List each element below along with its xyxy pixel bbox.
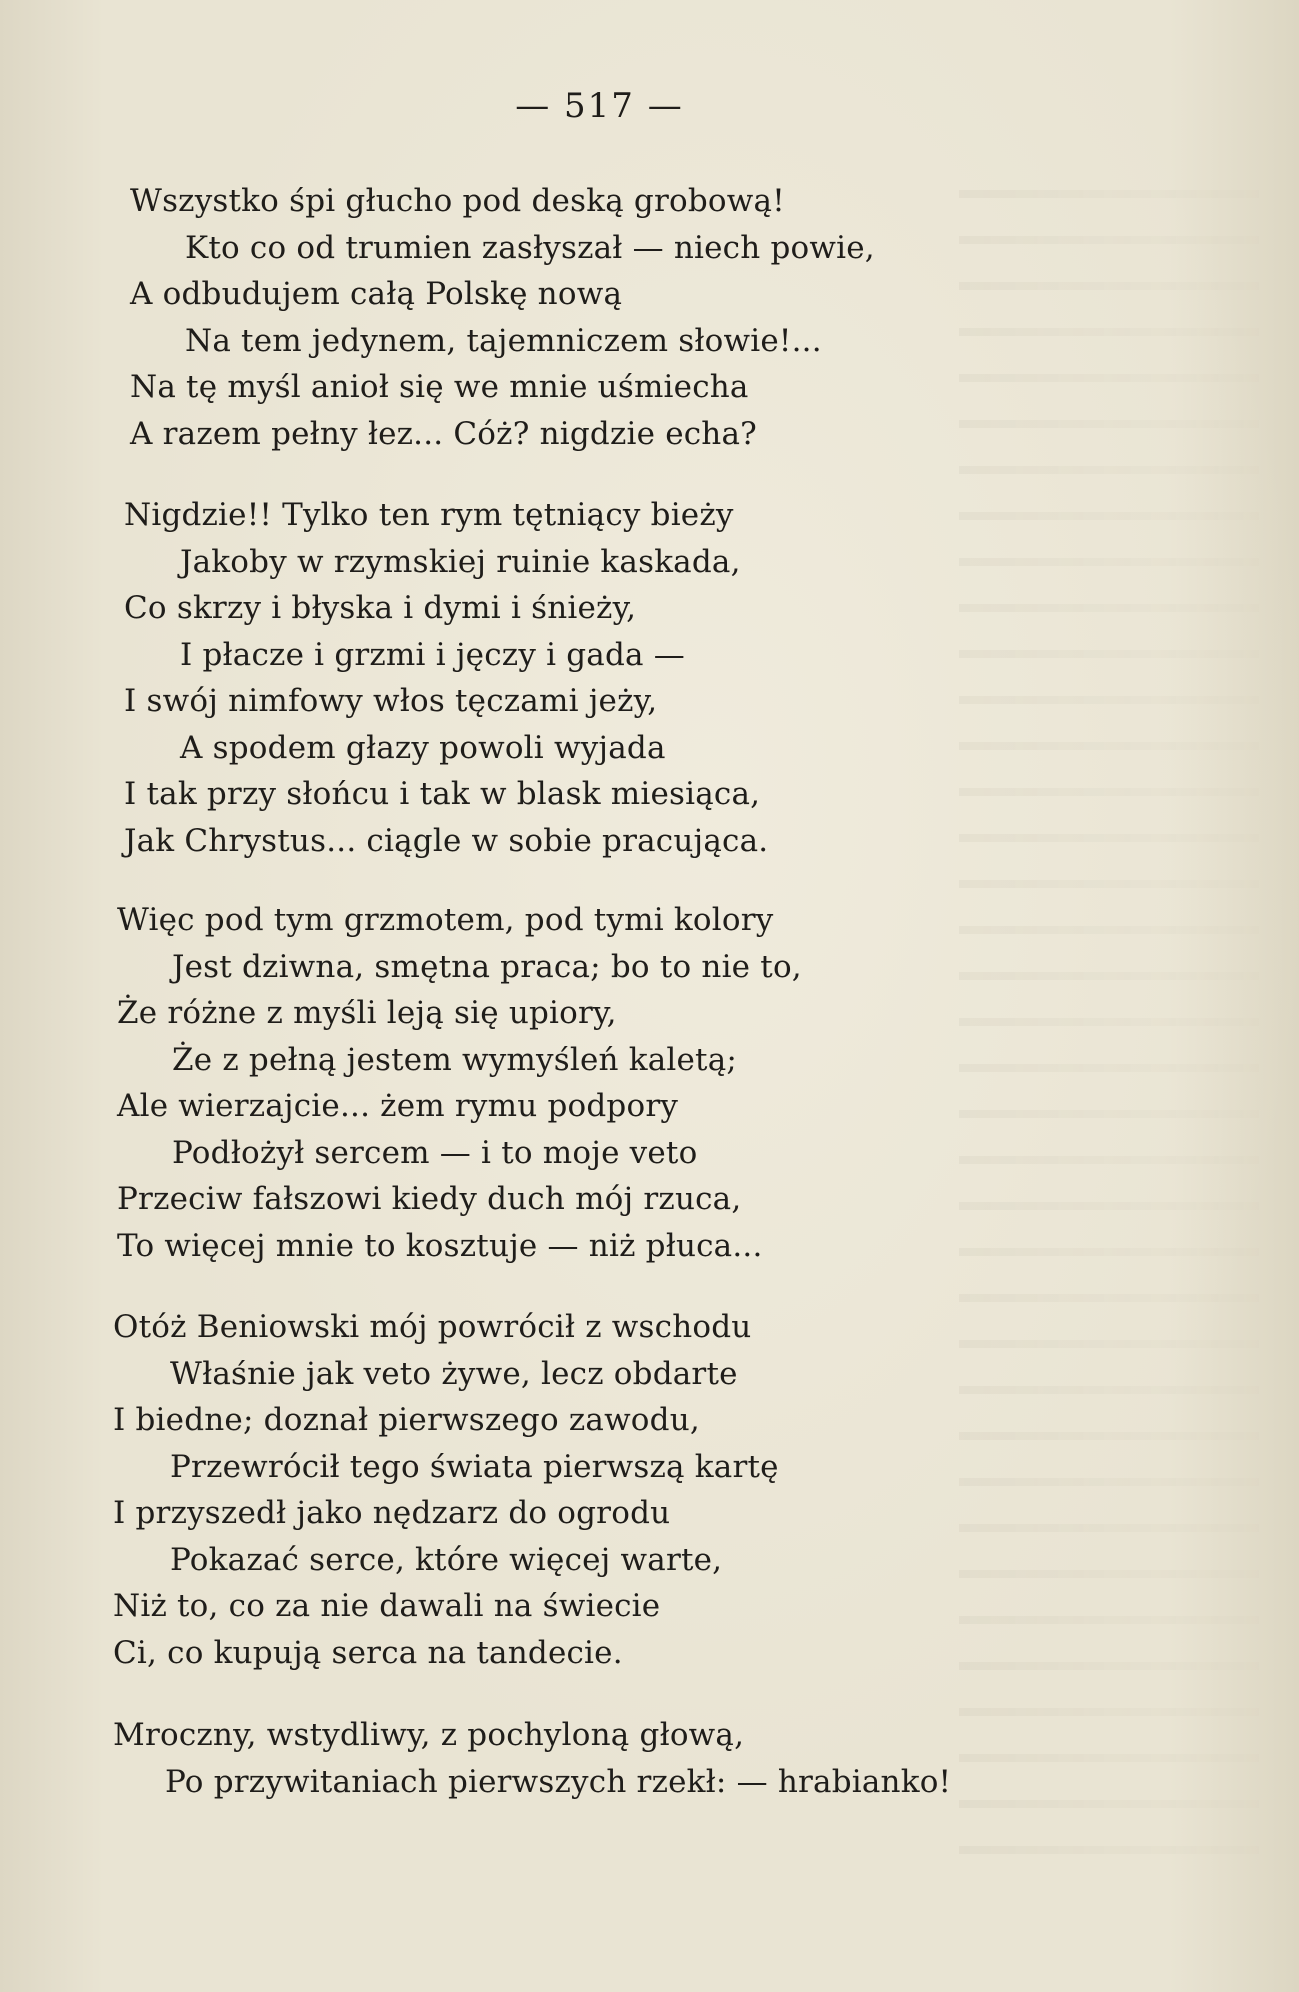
verse-line: A odbudujem całą Polskę nową — [130, 276, 623, 312]
verse-line: Ale wierzajcie... żem rymu podpory — [117, 1088, 679, 1124]
verse-line: Przewrócił tego świata pierwszą kartę — [170, 1448, 779, 1485]
verse-line: Ci, co kupują serca na tandecie. — [113, 1634, 623, 1671]
verse-line: I przyszedł jako nędzarz do ogrodu — [113, 1495, 671, 1531]
verse-line: A spodem głazy powoli wyjada — [180, 729, 666, 766]
verse-line: Jak Chrystus... ciągle w sobie pracująca. — [124, 822, 769, 859]
verse-line: Jest dziwna, smętna praca; bo to nie to, — [172, 948, 802, 985]
verse-line: Po przywitaniach pierwszych rzekł: — hrabianko! — [165, 1763, 952, 1800]
verse-line: I płacze i grzmi i jęczy i gada — — [180, 636, 685, 673]
stanza-1 — [0, 178, 1000, 457]
stanza-5 — [0, 1712, 1000, 1805]
verse-line: Otóż Beniowski mój powrócił z wschodu — [113, 1309, 752, 1345]
verse-line: Jakoby w rzymskiej ruinie kaskada, — [180, 543, 741, 580]
verse-line: Mroczny, wstydliwy, z pochyloną głową, — [113, 1717, 745, 1753]
verse-line: Że z pełną jestem wymyśleń kaletą; — [172, 1041, 738, 1078]
stanza-4 — [0, 1304, 1000, 1676]
verse-line: Pokazać serce, które więcej warte, — [170, 1541, 723, 1578]
verse-line: Więc pod tym grzmotem, pod tymi kolory — [117, 902, 774, 938]
page-number: — 517 — — [515, 86, 684, 126]
verse-line: Przeciw fałszowi kiedy duch mój rzuca, — [117, 1181, 742, 1217]
verse-line: Podłożył sercem — i to moje veto — [172, 1134, 698, 1171]
verse-line: I biedne; doznał pierwszego zawodu, — [113, 1402, 700, 1438]
verse-line: Niż to, co za nie dawali na świecie — [113, 1588, 661, 1624]
verse-line: Na tem jedynem, tajemniczem słowie!... — [185, 322, 822, 359]
verse-line: Wszystko śpi głucho pod deską grobową! — [130, 183, 785, 219]
stanza-2 — [0, 492, 1000, 864]
verse-line: Kto co od trumien zasłyszał — niech powie, — [185, 229, 875, 266]
verse-line: A razem pełny łez... Cóż? nigdzie echa? — [130, 415, 757, 452]
verse-line: Właśnie jak veto żywe, lecz obdarte — [170, 1355, 738, 1392]
verse-line: Co skrzy i błyska i dymi i śnieży, — [124, 590, 637, 626]
verse-line: To więcej mnie to kosztuje — niż płuca... — [117, 1227, 763, 1264]
verse-line: Na tę myśl anioł się we mnie uśmiecha — [130, 369, 749, 405]
verse-line: I tak przy słońcu i tak w blask miesiąca, — [124, 776, 761, 812]
stanza-3 — [0, 897, 1000, 1269]
verse-line: Że różne z myśli leją się upiory, — [117, 995, 617, 1031]
verse-line: I swój nimfowy włos tęczami jeży, — [124, 683, 658, 719]
verse-line: Nigdzie!! Tylko ten rym tętniący bieży — [124, 497, 734, 533]
